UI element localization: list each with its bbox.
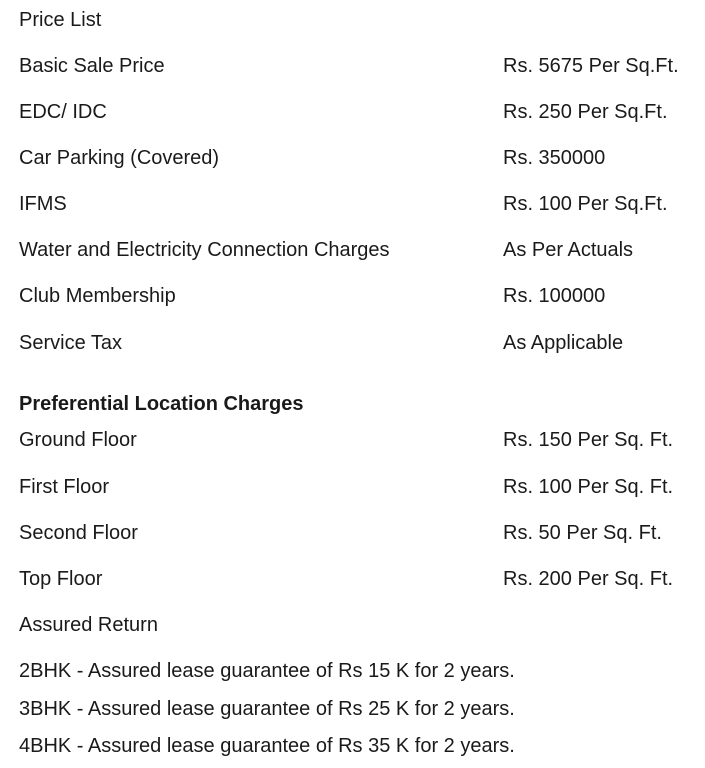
price-label: IFMS (19, 193, 67, 215)
price-value: Rs. 100 Per Sq.Ft. (503, 193, 668, 215)
price-value: As Per Actuals (503, 239, 634, 261)
plc-label: First Floor (19, 476, 109, 498)
plc-value: Rs. 150 Per Sq. Ft. (503, 429, 674, 451)
price-value: As Applicable (503, 332, 624, 354)
assured-line: 2BHK - Assured lease guarantee of Rs 15 K for 2 years. (19, 660, 515, 682)
price-value: Rs. 100000 (503, 285, 606, 307)
plc-row (19, 566, 705, 592)
price-row (19, 53, 705, 79)
plc-heading: Preferential Location Charges (19, 393, 304, 415)
price-label: Service Tax (19, 332, 123, 354)
assured-line: 3BHK - Assured lease guarantee of Rs 25 K for 2 years. (19, 698, 515, 720)
price-value: Rs. 250 Per Sq.Ft. (503, 101, 668, 123)
price-label: Water and Electricity Connection Charges (19, 239, 390, 261)
price-row (19, 237, 705, 263)
assured-line: 4BHK - Assured lease guarantee of Rs 35 K for 2 years. (19, 735, 515, 757)
price-label: Car Parking (Covered) (19, 147, 220, 169)
price-label: Basic Sale Price (19, 55, 165, 77)
plc-label: Top Floor (19, 568, 103, 590)
assured-heading: Assured Return (19, 614, 158, 636)
price-row (19, 330, 705, 356)
page-title: Price List (19, 9, 102, 31)
price-value: Rs. 5675 Per Sq.Ft. (503, 55, 679, 77)
price-row (19, 145, 705, 171)
plc-label: Ground Floor (19, 429, 137, 451)
price-row (19, 191, 705, 217)
price-row (19, 283, 705, 309)
plc-row (19, 520, 705, 546)
plc-value: Rs. 100 Per Sq. Ft. (503, 476, 674, 498)
plc-value: Rs. 50 Per Sq. Ft. (503, 522, 662, 544)
price-row (19, 99, 705, 125)
price-label: Club Membership (19, 285, 176, 307)
price-value: Rs. 350000 (503, 147, 606, 169)
plc-value: Rs. 200 Per Sq. Ft. (503, 568, 674, 590)
plc-label: Second Floor (19, 522, 138, 544)
plc-row (19, 427, 705, 453)
price-label: EDC/ IDC (19, 101, 107, 123)
plc-row (19, 474, 705, 500)
